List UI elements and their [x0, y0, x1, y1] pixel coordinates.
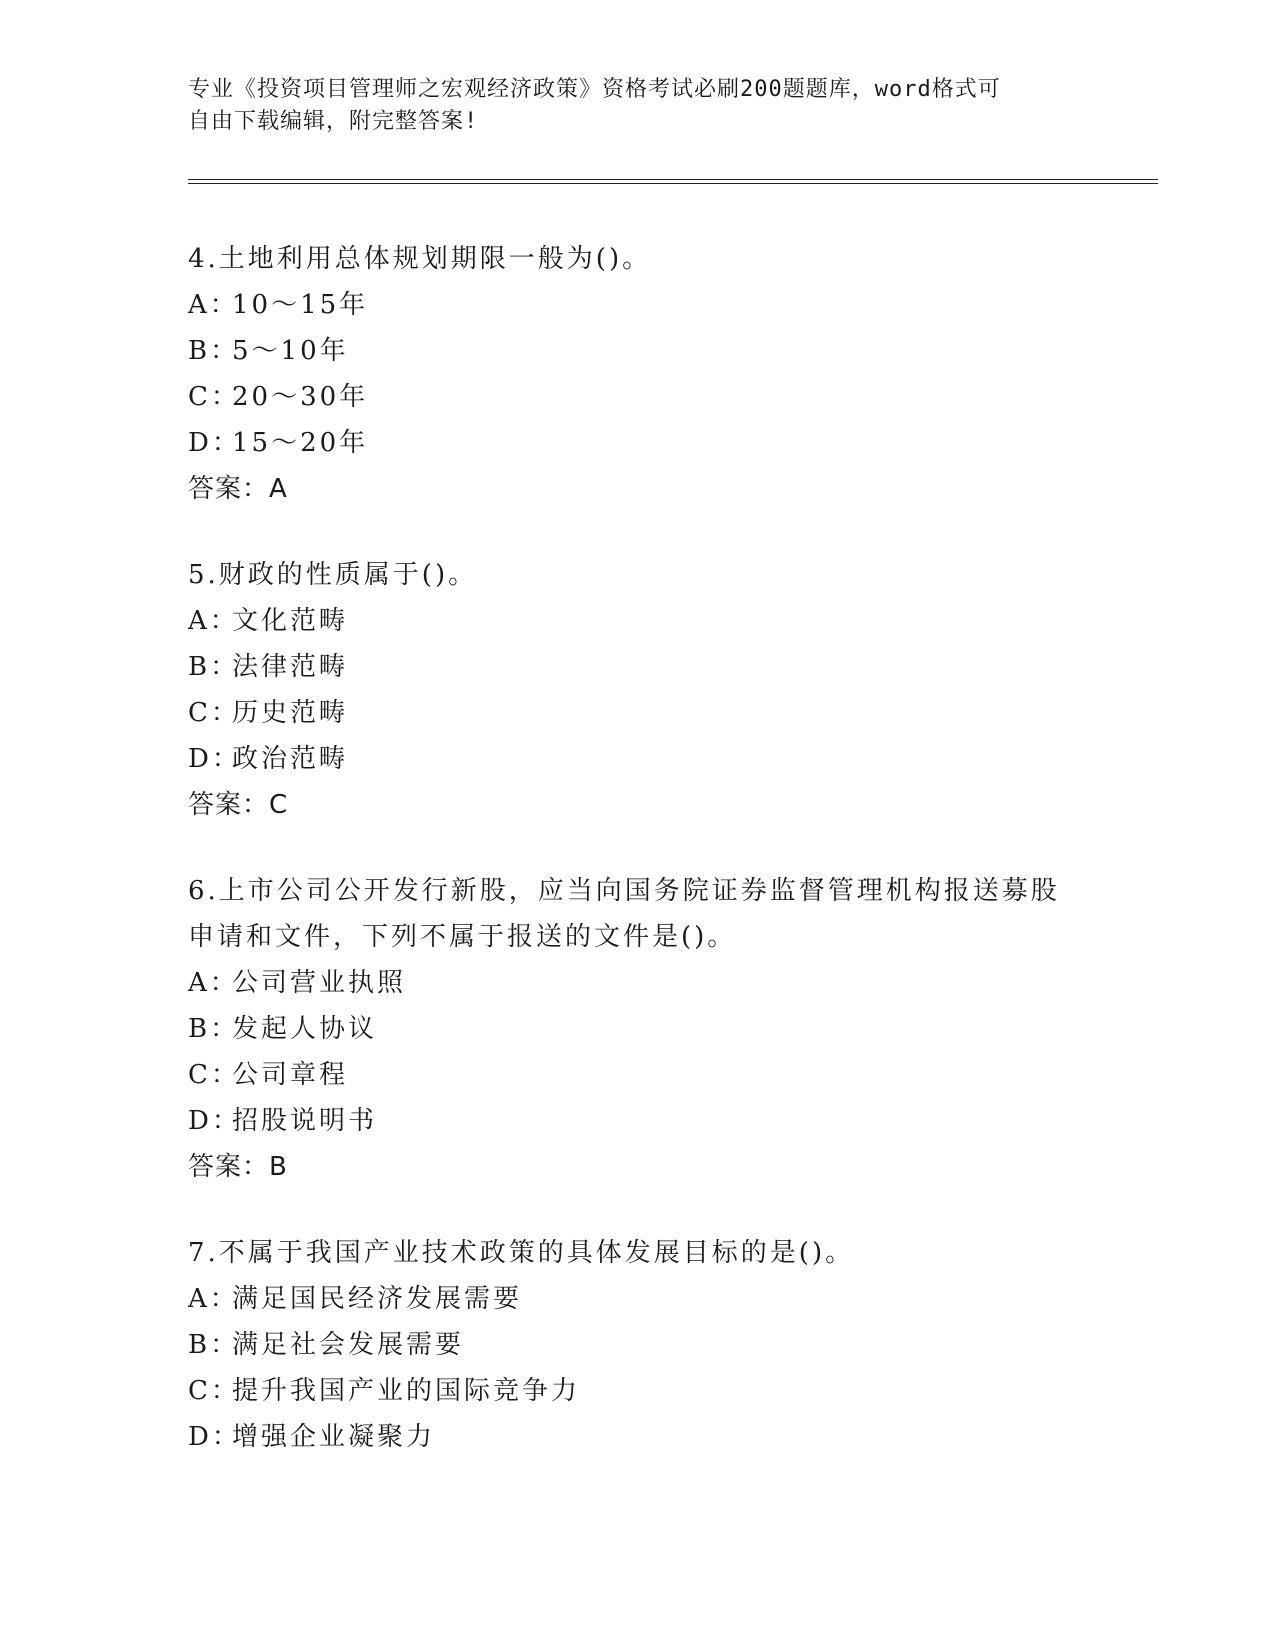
- option-d: D：政治范畴: [188, 744, 349, 774]
- question-6: [188, 868, 1088, 1190]
- question-list: [188, 236, 1088, 1500]
- option-c: C：公司章程: [188, 1060, 349, 1090]
- header-line-2: 自由下载编辑，附完整答案!: [188, 109, 479, 134]
- option-b: B：发起人协议: [188, 1014, 378, 1044]
- answer-line: 答案：B: [188, 1152, 288, 1182]
- question-5: [188, 552, 1088, 828]
- option-d: D：增强企业凝聚力: [188, 1422, 436, 1452]
- option-c: C：20～30年: [188, 382, 369, 412]
- option-a: A：满足国民经济发展需要: [188, 1284, 523, 1314]
- option-b: B：法律范畴: [188, 652, 349, 682]
- question-7: [188, 1230, 1088, 1460]
- answer-line: 答案：A: [188, 474, 288, 504]
- option-a: A：公司营业执照: [188, 968, 407, 998]
- answer-line: 答案：C: [188, 790, 289, 820]
- question-stem: 4.土地利用总体规划期限一般为()。: [188, 244, 652, 274]
- option-a: A：10～15年: [188, 290, 369, 320]
- option-c: C：历史范畴: [188, 698, 349, 728]
- header-divider-bottom: [188, 183, 1158, 184]
- option-d: D：招股说明书: [188, 1106, 378, 1136]
- document-header: [188, 74, 1068, 138]
- option-b: B：5～10年: [188, 336, 349, 366]
- question-4: [188, 236, 1088, 512]
- question-stem: 5.财政的性质属于()。: [188, 560, 478, 590]
- header-divider-top: [188, 179, 1158, 180]
- option-c: C：提升我国产业的国际竞争力: [188, 1376, 581, 1406]
- option-b: B：满足社会发展需要: [188, 1330, 465, 1360]
- option-a: A：文化范畴: [188, 606, 349, 636]
- option-d: D：15～20年: [188, 428, 369, 458]
- question-stem: 6.上市公司公开发行新股，应当向国务院证券监督管理机构报送募股 申请和文件，下列不属于报送的文件是()。: [188, 876, 1060, 952]
- question-stem: 7.不属于我国产业技术政策的具体发展目标的是()。: [188, 1238, 855, 1268]
- header-line-1: 专业《投资项目管理师之宏观经济政策》资格考试必刷200题题库，word格式可: [188, 77, 1001, 102]
